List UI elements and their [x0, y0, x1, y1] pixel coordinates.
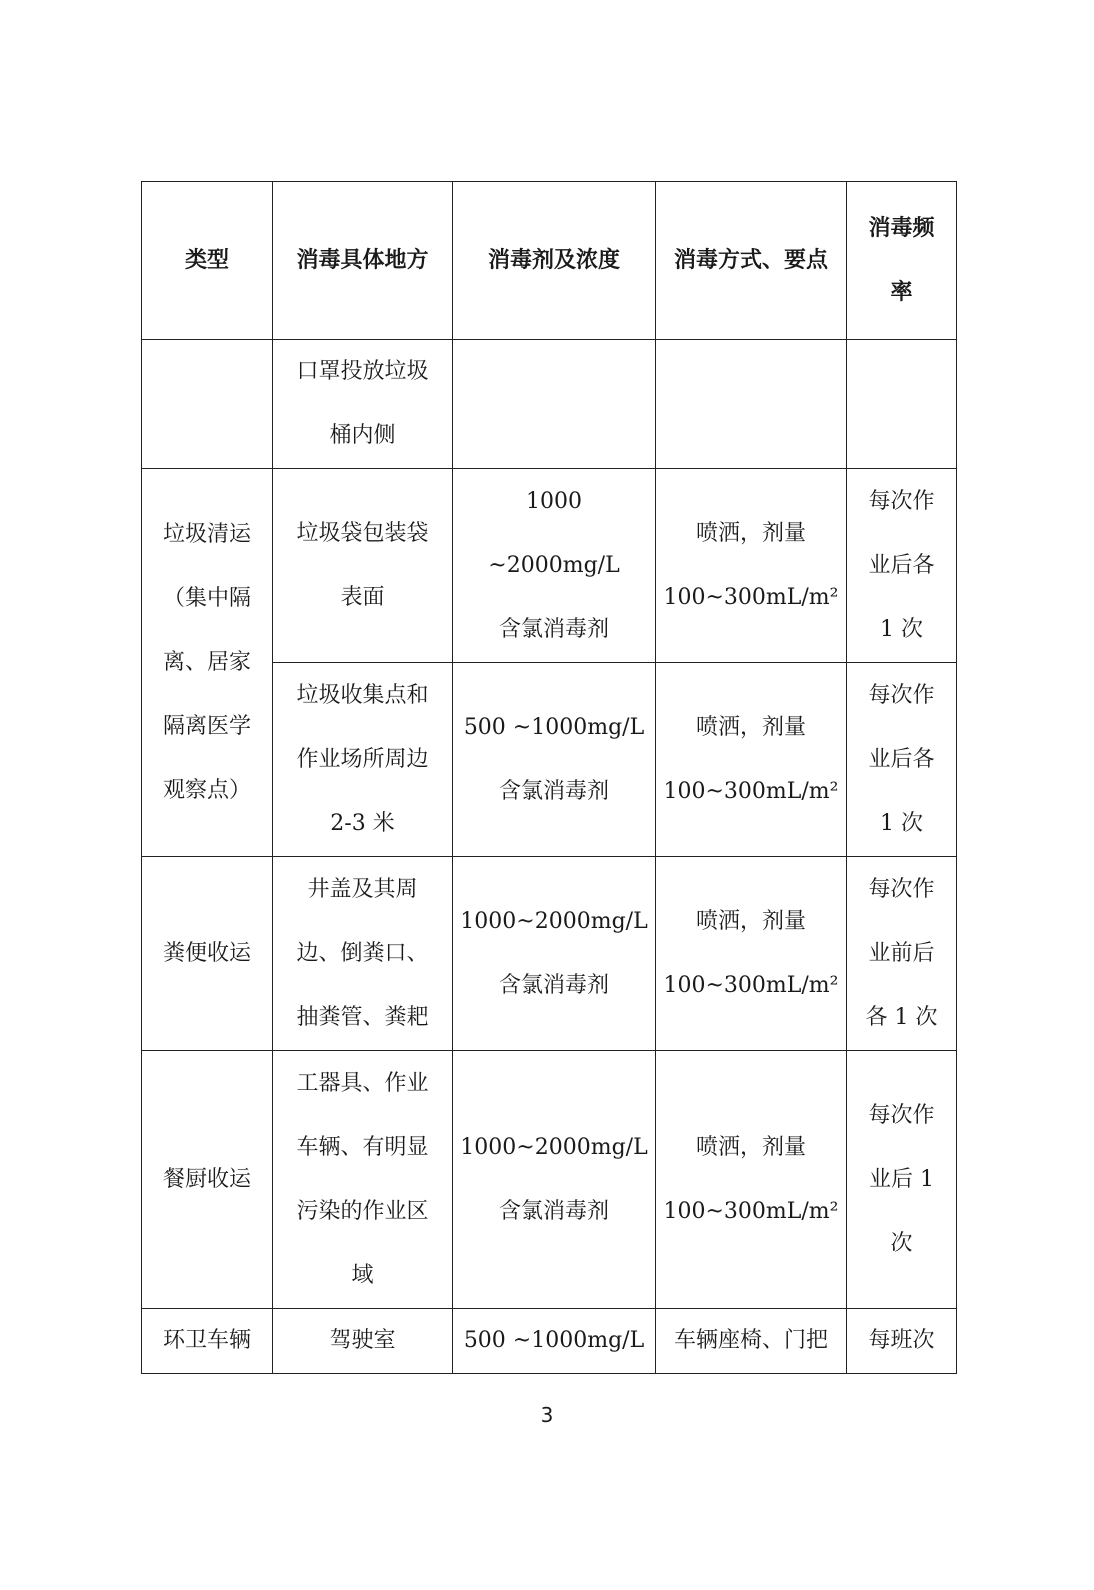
cell-frequency: 每次作 业后各 1 次 — [847, 469, 957, 663]
table-row — [142, 1051, 957, 1309]
cell-method: 喷洒，剂量 100~300mL/m² — [656, 1051, 847, 1309]
table-row — [142, 857, 957, 1051]
header-agent: 消毒剂及浓度 — [453, 182, 656, 340]
cell-place: 垃圾袋包装袋 表面 — [273, 469, 453, 663]
cell-method: 喷洒，剂量 100~300mL/m² — [656, 857, 847, 1051]
cell-agent: 1000~2000mg/L 含氯消毒剂 — [453, 1051, 656, 1309]
cell-agent: 1000~2000mg/L 含氯消毒剂 — [453, 857, 656, 1051]
cell-place: 口罩投放垃圾 桶内侧 — [273, 340, 453, 469]
table-row — [142, 1309, 957, 1374]
cell-place: 垃圾收集点和 作业场所周边 2-3 米 — [273, 663, 453, 857]
cell-type: 餐厨收运 — [142, 1051, 273, 1309]
page-number: 3 — [540, 1403, 554, 1427]
cell-type: 垃圾清运 （集中隔 离、居家 隔离医学 观察点） — [142, 469, 273, 857]
cell-method: 喷洒，剂量 100~300mL/m² — [656, 663, 847, 857]
cell-frequency — [847, 340, 957, 469]
header-type: 类型 — [142, 182, 273, 340]
table-row — [142, 340, 957, 469]
cell-type: 环卫车辆 — [142, 1309, 273, 1374]
header-frequency: 消毒频 率 — [847, 182, 957, 340]
cell-place: 驾驶室 — [273, 1309, 453, 1374]
cell-agent: 1000 ~2000mg/L 含氯消毒剂 — [453, 469, 656, 663]
header-place: 消毒具体地方 — [273, 182, 453, 340]
table-row — [142, 469, 957, 663]
cell-method — [656, 340, 847, 469]
cell-frequency: 每次作 业后各 1 次 — [847, 663, 957, 857]
cell-method: 车辆座椅、门把 — [656, 1309, 847, 1374]
header-row — [142, 182, 957, 340]
cell-frequency: 每次作 业前后 各 1 次 — [847, 857, 957, 1051]
cell-agent: 500 ~1000mg/L — [453, 1309, 656, 1374]
header-method: 消毒方式、要点 — [656, 182, 847, 340]
cell-agent — [453, 340, 656, 469]
cell-place: 工器具、作业 车辆、有明显 污染的作业区 域 — [273, 1051, 453, 1309]
cell-frequency: 每次作 业后 1 次 — [847, 1051, 957, 1309]
cell-type: 粪便收运 — [142, 857, 273, 1051]
cell-frequency: 每班次 — [847, 1309, 957, 1374]
cell-place: 井盖及其周 边、倒粪口、 抽粪管、粪耙 — [273, 857, 453, 1051]
disinfection-table — [141, 181, 957, 1374]
cell-method: 喷洒，剂量 100~300mL/m² — [656, 469, 847, 663]
cell-type — [142, 340, 273, 469]
cell-agent: 500 ~1000mg/L 含氯消毒剂 — [453, 663, 656, 857]
